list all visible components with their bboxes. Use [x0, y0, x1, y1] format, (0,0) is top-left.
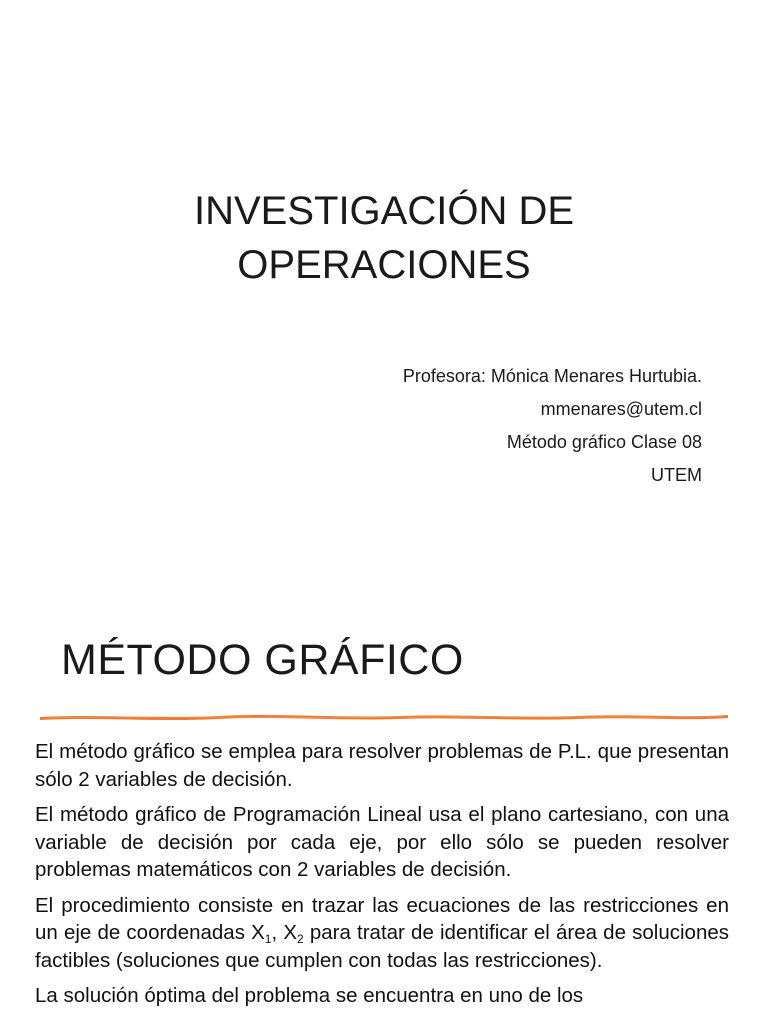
title-line-1: INVESTIGACIÓN DE [193, 189, 575, 233]
paragraph-3 [35, 892, 729, 975]
presentation-title [0, 184, 768, 292]
paragraph-3-part-2: , X [271, 921, 298, 944]
professor-name: Profesora: Mónica Menares Hurtubia. [402, 366, 702, 386]
paragraph-2: El método gráfico de Programación Lineal usa el plano cartesiano, con una variable de decisión por cada eje, por ello sólo se pueden resolver problemas matemáticos con 2 variables de decisión. [35, 803, 729, 881]
subscript-2: 2 [297, 932, 304, 946]
paragraph-3-part-1: El procedimiento consiste en trazar las ecuaciones de las restricciones en un eje de coordenadas X [35, 893, 729, 944]
paragraph-4: La solución óptima del problema se encuentra en uno de los [35, 984, 584, 1007]
slide-body [35, 738, 729, 1010]
subscript-1: 1 [264, 932, 272, 946]
paragraph-1: El método gráfico se emplea para resolver problemas de P.L. que presentan sólo 2 variables de decisión. [35, 740, 729, 791]
content-slide [0, 600, 768, 1024]
slide-heading: MÉTODO GRÁFICO [61, 636, 464, 684]
title-line-2: OPERACIONES [237, 243, 531, 287]
accent-brush-line [38, 708, 730, 724]
class-info: Método gráfico Clase 08 [506, 432, 702, 452]
paragraph-3-part-3: para tratar de identificar el área de soluciones factibles (soluciones que cumplen con todas las restricciones). [35, 921, 729, 972]
professor-email: mmenares@utem.cl [540, 399, 702, 419]
author-info [403, 360, 702, 492]
institution-name: UTEM [651, 465, 702, 485]
